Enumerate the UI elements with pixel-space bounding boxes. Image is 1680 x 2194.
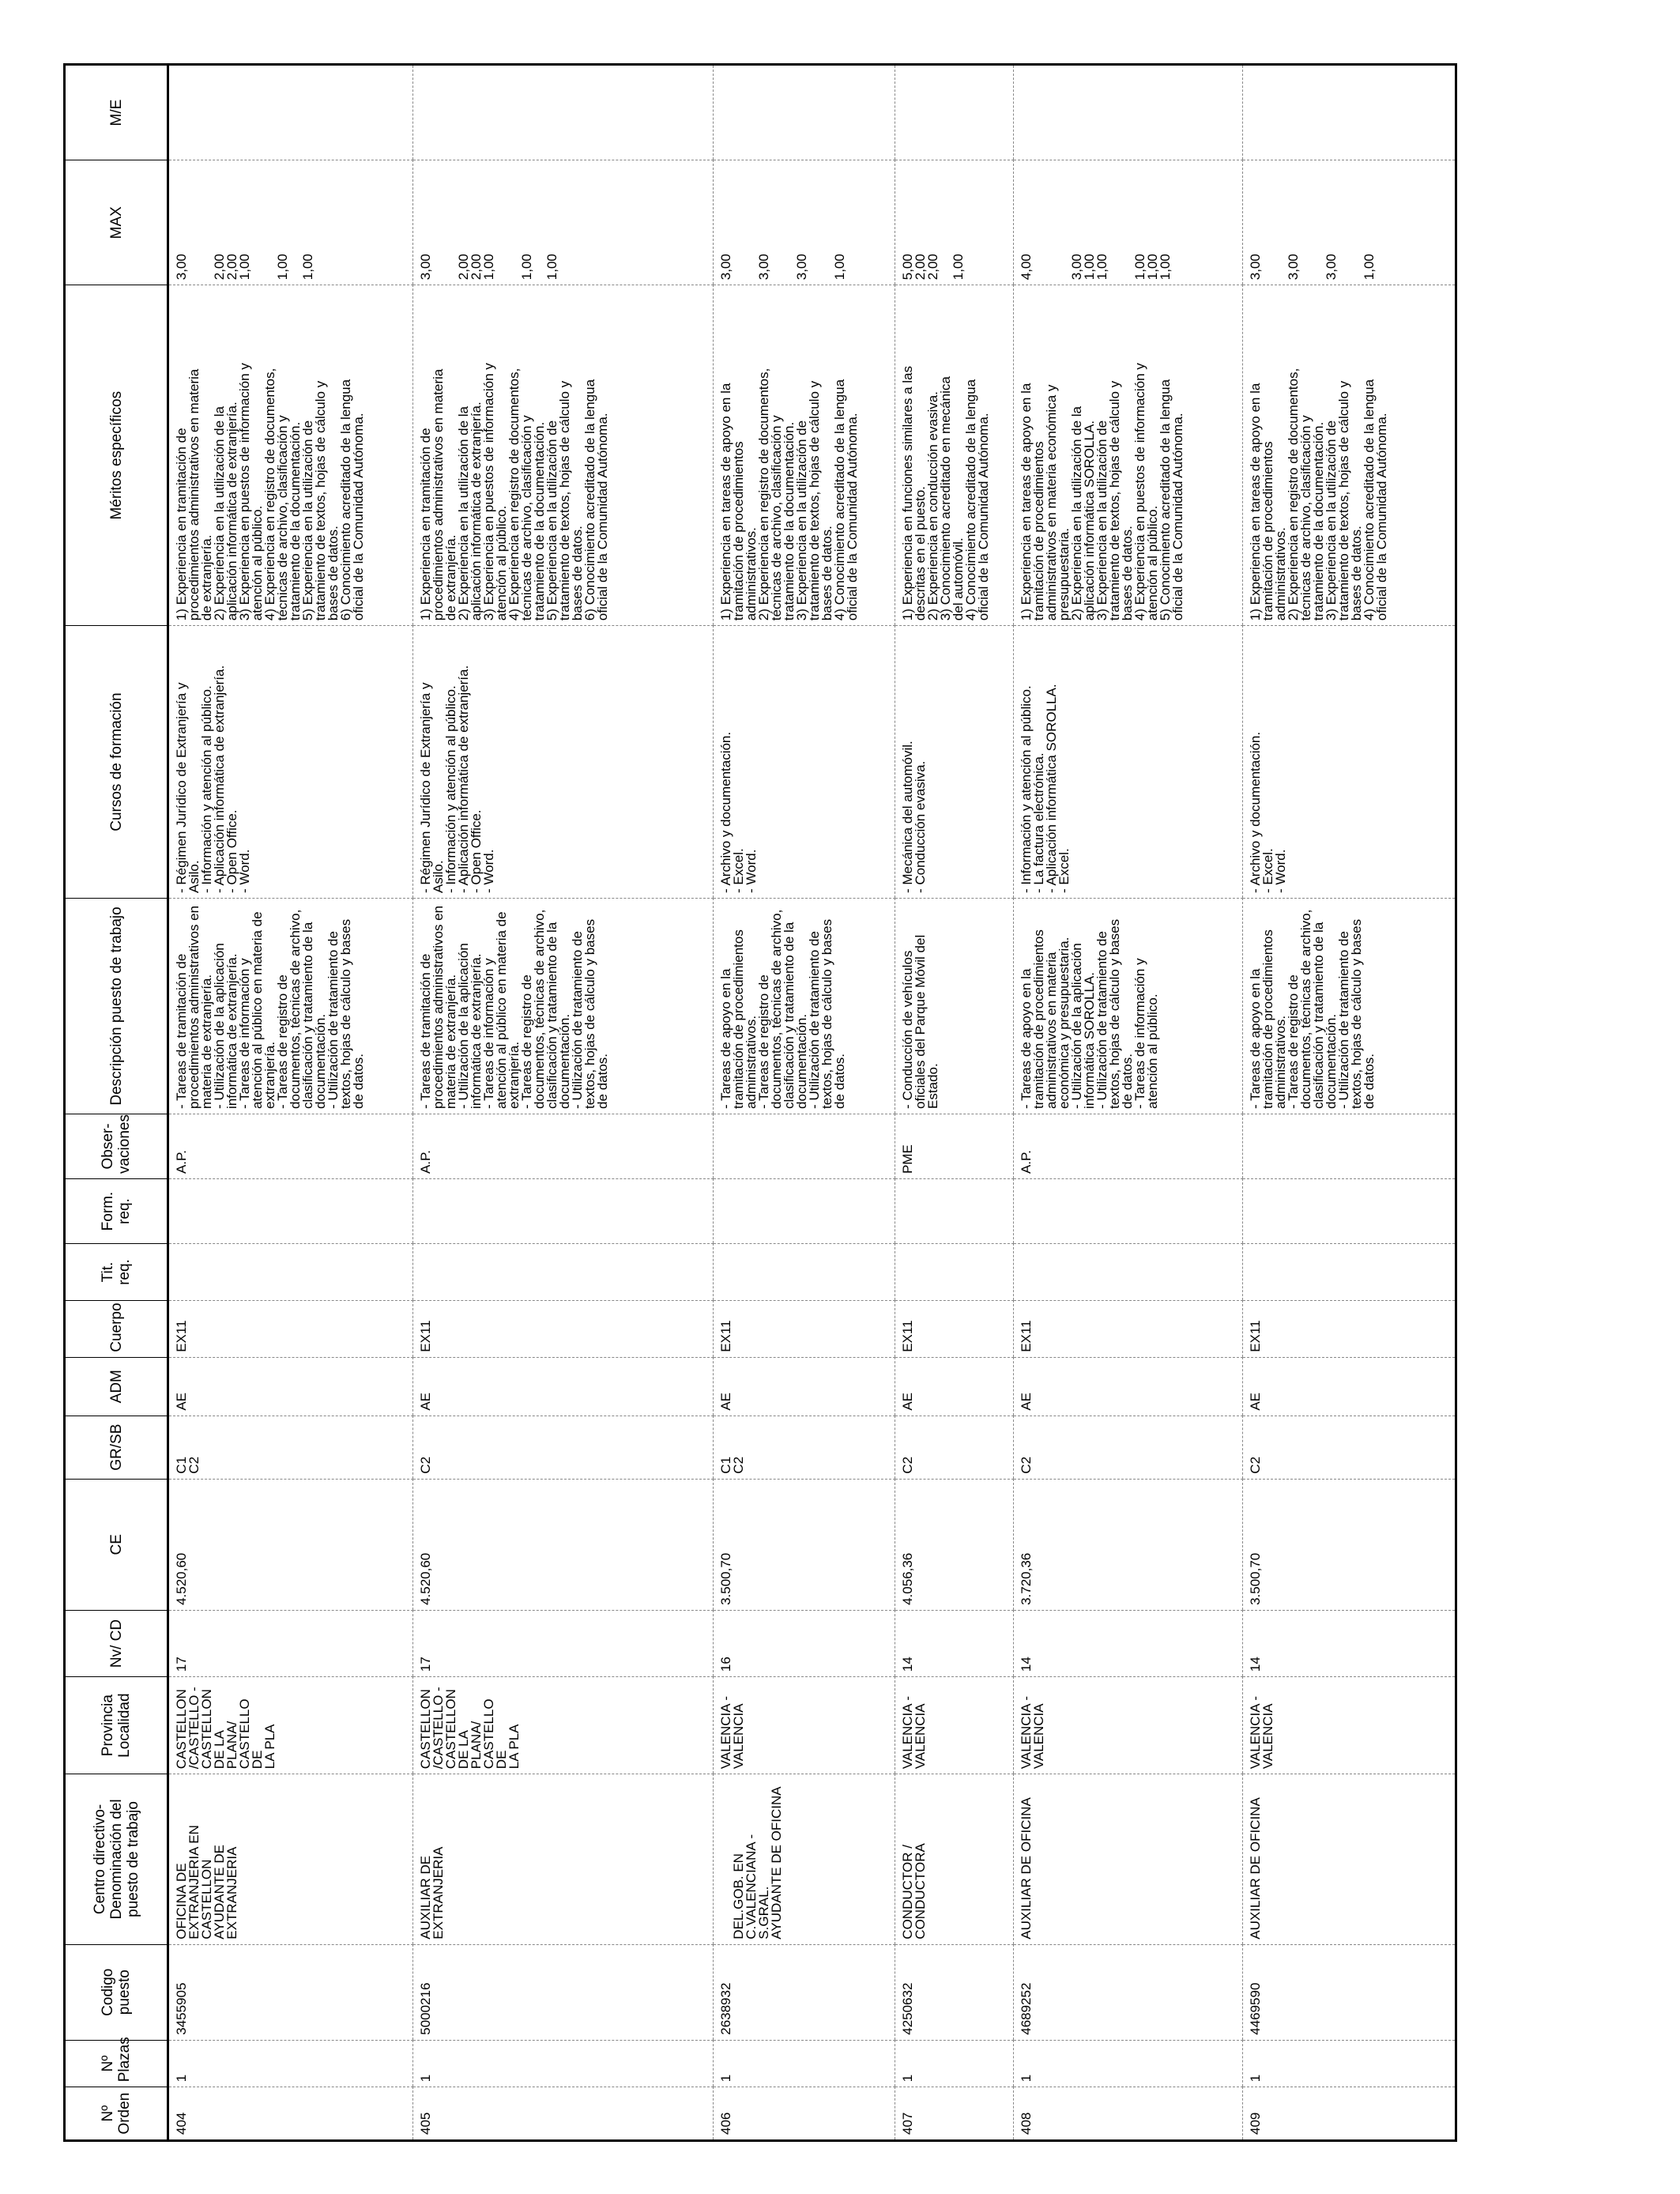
cell-provincia: VALENCIA - VALENCIA — [1243, 1677, 1456, 1774]
cell-codigo: 4469590 — [1243, 1944, 1456, 2040]
cell-max: 3,00 2,00 2,00 1,00 1,00 1,00 — [168, 160, 413, 285]
header-adm: ADM — [65, 1357, 168, 1416]
cell-form — [714, 1179, 895, 1244]
header-max: MAX — [65, 160, 168, 285]
cell-adm: AE — [1014, 1357, 1243, 1416]
cell-centro: CONDUCTOR / CONDUCTORA — [895, 1774, 1014, 1944]
cell-orden: 404 — [168, 2087, 413, 2141]
header-centro: Centro directivo- Denominación del puesto de trabajo — [65, 1774, 168, 1944]
cell-cuerpo: EX11 — [714, 1300, 895, 1357]
cell-me — [714, 65, 895, 160]
header-provincia: Provincia Localidad — [65, 1677, 168, 1774]
cell-meritos: 1) Experiencia en tareas de apoyo en la tramitación de procedimientos administrativos en materia económica y presupuestaria. 2) Experiencia en la utilización de la aplicación informática SOROLLA. 3) Experiencia en la utilización de tratamiento de textos, hojas de cálculo y bases de datos. 4) Experiencia en puestos de información y atención al público. 5) Conocimiento acreditado de la lengua oficial de la Comunidad Autónoma. — [1014, 285, 1243, 626]
cell-adm: AE — [895, 1357, 1014, 1416]
cell-cuerpo: EX11 — [168, 1300, 413, 1357]
cell-plazas: 1 — [168, 2040, 413, 2087]
cell-centro: AUXILIAR DE OFICINA — [1014, 1774, 1243, 1944]
cell-cuerpo: EX11 — [1243, 1300, 1456, 1357]
cell-adm: AE — [714, 1357, 895, 1416]
cell-ce: 4.520,60 — [413, 1479, 714, 1610]
cell-descripcion: - Conducción de vehículos oficiales del Parque Móvil del Estado. — [895, 898, 1014, 1114]
cell-nivel: 14 — [895, 1610, 1014, 1676]
cell-obs: A.P. — [1014, 1114, 1243, 1178]
cell-grsb: C2 — [1243, 1416, 1456, 1479]
header-codigo: Codigo puesto — [65, 1944, 168, 2040]
cell-nivel: 17 — [168, 1610, 413, 1676]
cell-max: 3,00 3,00 3,00 1,00 — [1243, 160, 1456, 285]
positions-table — [63, 63, 1457, 2142]
rotated-document-page — [63, 63, 1675, 2142]
cell-me — [168, 65, 413, 160]
cell-centro: OFICINA DE EXTRANJERIA EN CASTELLON AYUDANTE DE EXTRANJERIA — [168, 1774, 413, 1944]
cell-nivel: 16 — [714, 1610, 895, 1676]
cell-plazas: 1 — [413, 2040, 714, 2087]
cell-orden: 405 — [413, 2087, 714, 2141]
table-row — [1014, 65, 1243, 2141]
cell-codigo: 5000216 — [413, 1944, 714, 2040]
cell-provincia: VALENCIA - VALENCIA — [714, 1677, 895, 1774]
cell-me — [1243, 65, 1456, 160]
cell-cursos: - Archivo y documentación. - Excel. - Word. — [1243, 626, 1456, 899]
cell-adm: AE — [1243, 1357, 1456, 1416]
cell-provincia: VALENCIA - VALENCIA — [895, 1677, 1014, 1774]
cell-cuerpo: EX11 — [413, 1300, 714, 1357]
cell-form — [1014, 1179, 1243, 1244]
cell-cursos: - Información y atención al público. - La factura electrónica. - Aplicación informática SOROLLA. - Excel. — [1014, 626, 1243, 899]
cell-nivel: 14 — [1243, 1610, 1456, 1676]
centro-directivo-heading: DEL.GOB. EN C.VALENCIANA - S.GRAL. — [731, 1834, 771, 1940]
table-body — [168, 65, 1456, 2141]
header-orden: Nº Orden — [65, 2087, 168, 2141]
cell-provincia: VALENCIA - VALENCIA — [1014, 1677, 1243, 1774]
header-descripcion: Descripción puesto de trabajo — [65, 898, 168, 1114]
cell-max: 3,00 3,00 3,00 1,00 — [714, 160, 895, 285]
cell-codigo: 3455905 — [168, 1944, 413, 2040]
cell-codigo: 4250632 — [895, 1944, 1014, 2040]
cell-form — [895, 1179, 1014, 1244]
cell-form — [413, 1179, 714, 1244]
table-row — [168, 65, 413, 2141]
cell-adm: AE — [413, 1357, 714, 1416]
header-grsb: GR/SB — [65, 1416, 168, 1479]
cell-plazas: 1 — [1014, 2040, 1243, 2087]
cell-descripcion: - Tareas de apoyo en la tramitación de procedimientos administrativos en materia económica y presupuestaria. - Utilización de la aplicación informática SOROLLA. - Utilización de tratamiento de textos, hojas de cálculo y bases de datos. - Tareas de información y atención al público. — [1014, 898, 1243, 1114]
header-form: Form. req. — [65, 1179, 168, 1244]
cell-ce: 3.500,70 — [1243, 1479, 1456, 1610]
cell-max: 4,00 3,00 1,00 1,00 1,00 1,00 1,00 — [1014, 160, 1243, 285]
cell-tit — [895, 1244, 1014, 1301]
cell-ce: 4.520,60 — [168, 1479, 413, 1610]
cell-provincia: CASTELLON /CASTELLO - CASTELLON DE LA PLANA/ CASTELLO DE LA PLA — [168, 1677, 413, 1774]
cell-grsb: C2 — [895, 1416, 1014, 1479]
header-cuerpo: Cuerpo — [65, 1300, 168, 1357]
cell-nivel: 17 — [413, 1610, 714, 1676]
cell-centro: AUXILIAR DE EXTRANJERIA — [413, 1774, 714, 1944]
cell-orden: 409 — [1243, 2087, 1456, 2141]
cell-obs — [1243, 1114, 1456, 1178]
table-row — [714, 65, 895, 2141]
cell-meritos: 1) Experiencia en tramitación de procedimientos administrativos en materia de extranjería. 2) Experiencia en la utilización de la aplicación informática de extranjería. 3) Experiencia en puestos de información y atención al público. 4) Experiencia en registro de documentos, técnicas de archivo, clasificación y tratamiento de la documentación. 5) Experiencia en la utilización de tratamiento de textos, hojas de cálculo y bases de datos. 6) Conocimiento acreditado de la lengua oficial de la Comunidad Autónoma. — [168, 285, 413, 626]
cell-ce: 3.500,70 — [714, 1479, 895, 1610]
cell-orden: 406 — [714, 2087, 895, 2141]
cell-meritos: 1) Experiencia en tareas de apoyo en la tramitación de procedimientos administrativos. 2) Experiencia en registro de documentos, técnicas de archivo, clasificación y tratamiento de la documentación. 3) Experiencia en la utilización de tratamiento de textos, hojas de cálculo y bases de datos. 4) Conocimiento acreditado de la lengua oficial de la Comunidad Autónoma. — [1243, 285, 1456, 626]
cell-codigo: 4689252 — [1014, 1944, 1243, 2040]
cell-tit — [168, 1244, 413, 1301]
header-meritos: Méritos específicos — [65, 285, 168, 626]
cell-max: 3,00 2,00 2,00 1,00 1,00 1,00 — [413, 160, 714, 285]
cell-obs: PME — [895, 1114, 1014, 1178]
cell-provincia: CASTELLON /CASTELLO - CASTELLON DE LA PLANA/ CASTELLO DE LA PLA — [413, 1677, 714, 1774]
header-plazas: Nº Plazas — [65, 2040, 168, 2087]
cell-descripcion: - Tareas de tramitación de procedimientos administrativos en materia de extranjería. - Utilización de la aplicación informática de extranjería. - Tareas de información y atención al público en materia de extranjería. - Tareas de registro de documentos, técnicas de archivo, clasificación y tratamiento de la documentación. - Utilización de tratamiento de textos, hojas de cálculo y bases de datos. — [413, 898, 714, 1114]
cell-plazas: 1 — [1243, 2040, 1456, 2087]
cell-meritos: 1) Experiencia en funciones similares a las descritas en el puesto. 2) Experiencia en conducción evasiva. 3) Conocimiento acreditado en mecánica del automóvil. 4) Conocimiento acreditado de la lengua oficial de la Comunidad Autónoma. — [895, 285, 1014, 626]
cell-orden: 408 — [1014, 2087, 1243, 2141]
header-tit: Tit. req. — [65, 1244, 168, 1301]
cell-max: 5,00 2,00 2,00 1,00 — [895, 160, 1014, 285]
cell-tit — [1243, 1244, 1456, 1301]
cell-grsb: C1 C2 — [714, 1416, 895, 1479]
cell-cursos: - Mecánica del automóvil. - Conducción evasiva. — [895, 626, 1014, 899]
cell-cuerpo: EX11 — [1014, 1300, 1243, 1357]
cell-tit — [714, 1244, 895, 1301]
header-ce: CE — [65, 1479, 168, 1610]
header-nivel: Nv/ CD — [65, 1610, 168, 1676]
cell-ce: 4.056,36 — [895, 1479, 1014, 1610]
cell-centro: AUXILIAR DE OFICINA — [1243, 1774, 1456, 1944]
header-obs: Obser- vaciones — [65, 1114, 168, 1178]
cell-adm: AE — [168, 1357, 413, 1416]
cell-grsb: C1 C2 — [168, 1416, 413, 1479]
cell-descripcion: - Tareas de tramitación de procedimientos administrativos en materia de extranjería. - Utilización de la aplicación informática de extranjería. - Tareas de información y atención al público en materia de extranjería. - Tareas de registro de documentos, técnicas de archivo, clasificación y tratamiento de la documentación. - Utilización de tratamiento de textos, hojas de cálculo y bases de datos. — [168, 898, 413, 1114]
cell-grsb: C2 — [1014, 1416, 1243, 1479]
cell-codigo: 2638932 — [714, 1944, 895, 2040]
cell-descripcion: - Tareas de apoyo en la tramitación de procedimientos administrativos. - Tareas de registro de documentos, técnicas de archivo, clasificación y tratamiento de la documentación. - Utilización de tratamiento de textos, hojas de cálculo y bases de datos. — [714, 898, 895, 1114]
cell-cursos: - Régimen Jurídico de Extranjería y Asilo. - Información y atención al público. - Aplicación informática de extranjería. - Open Office. - Word. — [168, 626, 413, 899]
cell-form — [168, 1179, 413, 1244]
table-header — [65, 65, 168, 2141]
cell-nivel: 14 — [1014, 1610, 1243, 1676]
cell-centro — [714, 1774, 895, 1944]
table-row — [1243, 65, 1456, 2141]
header-cursos: Cursos de formación — [65, 626, 168, 899]
table-row — [413, 65, 714, 2141]
table-row — [895, 65, 1014, 2141]
cell-form — [1243, 1179, 1456, 1244]
centro-denominacion: AYUDANTE DE OFICINA — [769, 1786, 784, 1940]
cell-tit — [413, 1244, 714, 1301]
cell-tit — [1014, 1244, 1243, 1301]
cell-orden: 407 — [895, 2087, 1014, 2141]
cell-plazas: 1 — [714, 2040, 895, 2087]
cell-cursos: - Archivo y documentación. - Excel. - Word. — [714, 626, 895, 899]
cell-cuerpo: EX11 — [895, 1300, 1014, 1357]
cell-grsb: C2 — [413, 1416, 714, 1479]
cell-obs: A.P. — [168, 1114, 413, 1178]
cell-me — [895, 65, 1014, 160]
cell-cursos: - Régimen Jurídico de Extranjería y Asilo. - Información y atención al público. - Aplicación informática de extranjería. - Open Office. - Word. — [413, 626, 714, 899]
cell-obs — [714, 1114, 895, 1178]
cell-me — [1014, 65, 1243, 160]
cell-obs: A.P. — [413, 1114, 714, 1178]
cell-meritos: 1) Experiencia en tramitación de procedimientos administrativos en materia de extranjería. 2) Experiencia en la utilización de la aplicación informática de extranjería. 3) Experiencia en puestos de información y atención al público. 4) Experiencia en registro de documentos, técnicas de archivo, clasificación y tratamiento de la documentación. 5) Experiencia en la utilización de tratamiento de textos, hojas de cálculo y bases de datos. 6) Conocimiento acreditado de la lengua oficial de la Comunidad Autónoma. — [413, 285, 714, 626]
cell-plazas: 1 — [895, 2040, 1014, 2087]
cell-ce: 3.720,36 — [1014, 1479, 1243, 1610]
header-me: M/E — [65, 65, 168, 160]
cell-me — [413, 65, 714, 160]
cell-descripcion: - Tareas de apoyo en la tramitación de procedimientos administrativos. - Tareas de registro de documentos, técnicas de archivo, clasificación y tratamiento de la documentación. - Utilización de tratamiento de textos, hojas de cálculo y bases de datos. — [1243, 898, 1456, 1114]
cell-meritos: 1) Experiencia en tareas de apoyo en la tramitación de procedimientos administrativos. 2) Experiencia en registro de documentos, técnicas de archivo, clasificación y tratamiento de la documentación. 3) Experiencia en la utilización de tratamiento de textos, hojas de cálculo y bases de datos. 4) Conocimiento acreditado de la lengua oficial de la Comunidad Autónoma. — [714, 285, 895, 626]
